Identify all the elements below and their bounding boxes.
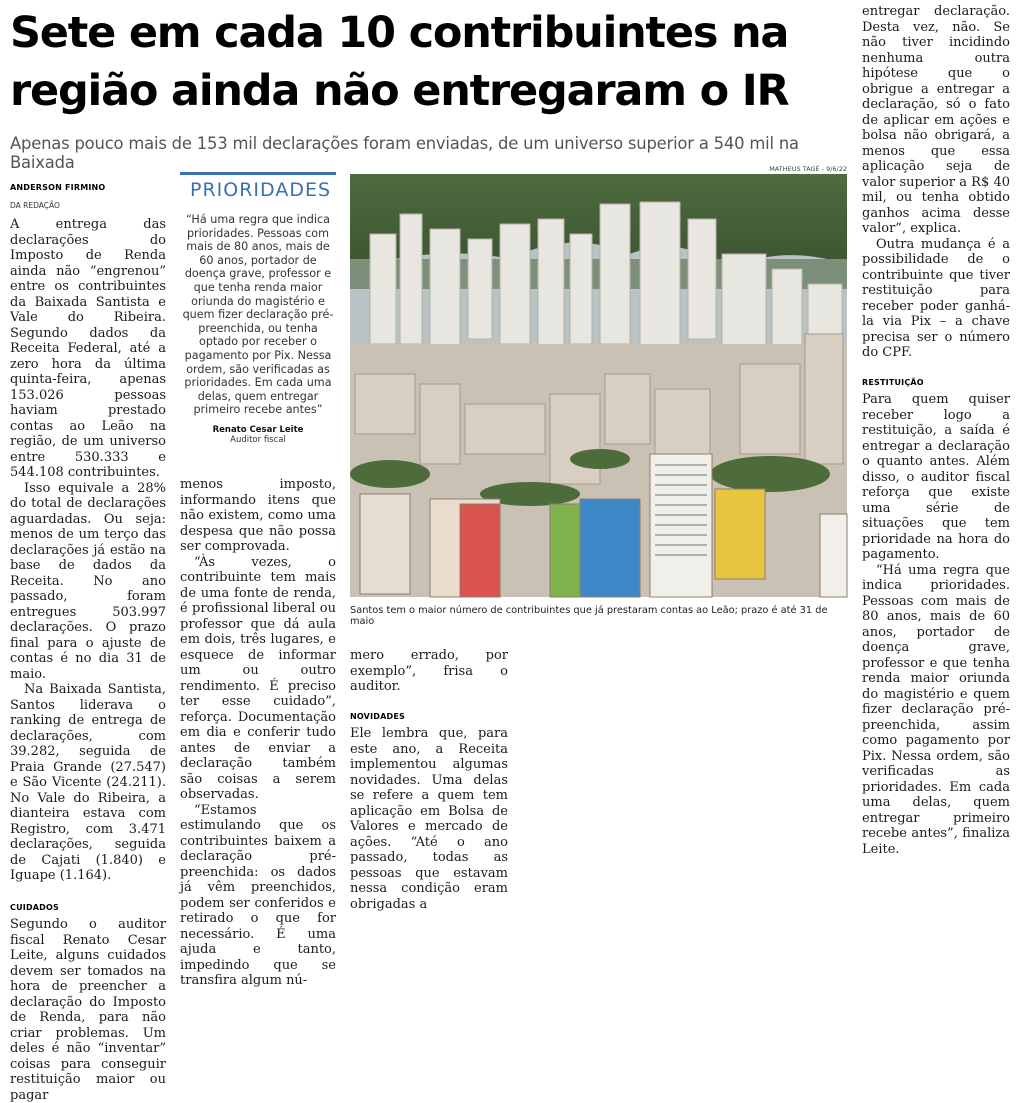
sidebar-prioridades [180, 172, 336, 445]
paragraph: Na Baixada Santista, Santos liderava o ranking de entrega de declarações, com 39.282, seguida de Praia Grande (27.547) e São Vicente (24.211). No Vale do Ribeira, a dianteira estava com Registro, com 3.471 declarações, seguida de Cajati (1.840) e Iguape (1.164). [10, 682, 166, 883]
paragraph: Para quem quiser receber logo a restituição, a saída é entregar a declaração o quanto antes. Além disso, o auditor fiscal reforça que existe uma série de situações que tem prioridade na hora do pagamento. [862, 392, 1010, 562]
headline: Sete em cada 10 contribuintes na região ainda não entregaram o IR [10, 8, 789, 116]
section-kicker-novidades: NOVIDADES [350, 711, 405, 721]
subheadline: Apenas pouco mais de 153 mil declarações foram enviadas, de um universo superior a 540 mil na Baixada [10, 134, 799, 172]
paragraph: “Estamos estimulando que os contribuintes baixem a declaração pré-preenchida: os dados já vêm preenchidos, podem ser conferidos e retirado o que for necessário. É uma ajuda e tanto, impedindo que se transfira algum nú- [180, 802, 336, 988]
sidebar-quote-author: Renato Cesar Leite [212, 424, 304, 435]
article-column-4 [862, 4, 1010, 857]
paragraph: “Há uma regra que indica prioridades. Pessoas com mais de 80 anos, mais de 60 anos, portador de doença grave, professor e que tenha renda maior oriunda do magistério e quem fizer declaração pré-preenchida, assim como pagamento por Pix. Nessa ordem, são verificadas as prioridades. Em cada uma delas, quem entregar primeiro recebe antes”, finaliza Leite. [862, 562, 1010, 857]
sidebar-quote: “Há uma regra que indica prioridades. Pessoas com mais de 80 anos, mais de 60 anos, portador de doença grave, professor e que tenha renda maior oriunda do magistério e quem fizer declaração pré-preenchida, ou tenha optado por receber o pagamento por Pix. Nessa ordem, são verificadas as prioridades. Em cada uma delas, quem entregar primeiro recebe antes” [182, 213, 334, 417]
paragraph: A entrega das declarações do Imposto de Renda ainda não “engrenou” entre os contribuintes da Baixada Santista e Vale do Ribeira. Segundo dados da Receita Federal, até a zero hora da última quinta-feira, apenas 153.026 pessoas haviam prestado contas ao Leão na região, de um universo entre 530.333 e 544.108 contribuintes. [10, 217, 166, 480]
city-skyline-illustration [350, 174, 847, 597]
photo-credit: MATHEUS TAGÉ - 9/6/22 [769, 165, 847, 173]
article-column-1 [10, 180, 166, 1103]
city-skyline-photo [350, 174, 847, 597]
paragraph: Segundo o auditor fiscal Renato Cesar Leite, alguns cuidados devem ser tomados na hora de preencher a declaração do Imposto de Renda, para não criar problemas. Um deles é não “inventar” coisas para conseguir restituição maior ou pagar [10, 917, 166, 1103]
byline-desk: DA REDAÇÃO [10, 200, 60, 210]
paragraph: menos imposto, informando itens que não existem, como uma despesa que não possa ser comprovada. [180, 477, 336, 554]
sidebar-quote-role: Auditor fiscal [230, 434, 286, 445]
paragraph: Isso equivale a 28% do total de declarações aguardadas. Ou seja: menos de um terço das declarações já estão na base de dados da Receita. No ano passado, foram entregues 503.997 declarações. O prazo final para o ajuste de contas é no dia 31 de maio. [10, 480, 166, 682]
paragraph: Outra mudança é a possibilidade de o contribuinte que tiver restituição para receber poder ganhá-la via Pix – a chave precisa ser o número do CPF. [862, 236, 1010, 360]
section-kicker-cuidados: CUIDADOS [10, 902, 59, 912]
article-column-3 [350, 648, 508, 912]
paragraph: entregar declaração. Desta vez, não. Se não tiver incidindo nenhuma outra hipótese que o obrigue a entregar a declaração, só o fato de aplicar em ações e bolsa não obrigará, a menos que essa aplicação seja de valor superior a R$ 40 mil, ou tenha obtido ganhos acima desse valor”, explica. [862, 4, 1010, 236]
byline-name: ANDERSON FIRMINO [10, 183, 106, 192]
article-column-2 [180, 477, 336, 989]
sidebar-title: PRIORIDADES [180, 172, 336, 201]
paragraph: mero errado, por exemplo”, frisa o auditor. [350, 648, 508, 694]
section-kicker-restituicao: RESTITUIÇÃO [862, 377, 924, 387]
paragraph: Ele lembra que, para este ano, a Receita implementou algumas novidades. Uma delas se refere a quem tem aplicação em Bolsa de Valores e mercado de ações. “Até o ano passado, todas as pessoas que estavam nessa condição eram obrigadas a [350, 726, 508, 912]
photo-caption: Santos tem o maior número de contribuintes que já prestaram contas ao Leão; prazo é até 31 de maio [350, 605, 828, 627]
paragraph: “Às vezes, o contribuinte tem mais de uma fonte de renda, é profissional liberal ou professor que dá aula em dois, três lugares, e esquece de informar um ou outro rendimento. É preciso ter esse cuidado”, reforça. Documentação em dia e conferir tudo antes de enviar a declaração também são coisas a serem observadas. [180, 554, 336, 802]
